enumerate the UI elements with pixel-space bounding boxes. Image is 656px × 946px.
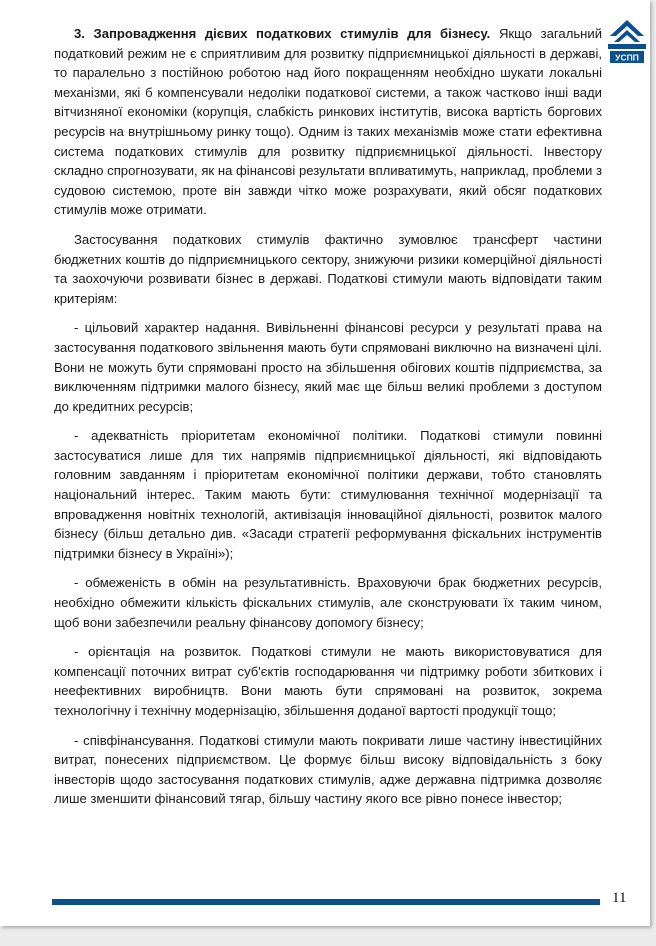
section-paragraph-2: Застосування податкових стимулів фактично зумовлює трансферт частини бюджетних коштів до підприємницького сектору, знижуючи ризики комерційної діяльності та заохочуючи розвивати бізнес в державі. Податкові стимули мають відповідати таким критеріям: <box>54 231 602 306</box>
section-paragraph-1 <box>54 24 602 220</box>
criterion-item: - цільовий характер надання. Вивільненні фінансові ресурси у результаті права на застосування податкового звільнення мають бути спрямовані виключно на визначені цілі. Вони не можуть бути спрямовані просто на збільшення обігових коштів підприємства, за виключенням підтримки малого бізнесу, який має ще більш великі проблеми з доступом до кредитних ресурсів; <box>54 320 602 414</box>
uspp-logo <box>604 18 650 66</box>
main-text <box>54 24 602 819</box>
criterion-item: - адекватність пріоритетам економічної політики. Податкові стимули повинні застосуватися лише для тих напрямів підприємницької діяльності, які відповідають головним завданням і пріоритетам економічної політики держави, тобто становлять національний інтерес. Таким мають бути: стимулювання технічної модернізації та впровадження новітніх технологій, активізація інноваційної діяльності, розвиток малого бізнесу (більш детально див. «Засади стратегії реформування фіскальних інструментів підтримки бізнесу в Україні»); <box>54 428 602 561</box>
section-intro: Якщо загальний податковий режим не є сприятливим для розвитку підприємницької діяльності в державі, то паралельно з постійною роботою над його покращенням необхідно шукати локальні механізми, які б компенсували недоліки податкової системи, а також частково інші вади вітчизняної економіки (корупція, слабкість ринкових інститутів, висока вартість боргових ресурсів на внутрішньому ринку тощо). Одним із таких механізмів може стати ефективна система податкових стимулів для розвитку підприємницької діяльності. Інвестору складно спрогнозувати, як на фінансові результати впливатимуть, наприклад, проблеми з судовою системою, проте він завжди чітко може розрахувати, який обсяг податкових стимулів може отримати. <box>54 26 603 218</box>
criterion-item: - обмеженість в обмін на результативність. Враховуючи брак бюджетних ресурсів, необхідно обмежити кількість фіскальних стимулів, але сконструювати їх таким чином, щоб вони забезпечили реальну фінансову допомогу бізнесу; <box>54 575 602 630</box>
section-heading: 3. Запровадження дієвих податкових стимулів для бізнесу. <box>74 26 491 41</box>
footer-bar <box>52 899 600 905</box>
logo-text: УСПП <box>615 52 639 63</box>
uspp-logo-icon <box>604 18 650 66</box>
criterion-item: - орієнтація на розвиток. Податкові стимули не мають використовуватися для компенсації поточних витрат суб'єктів господарювання чи підтримку роботи збиткових і неефективних виробництв. Вони мають бути спрямовані на розвиток, зокрема технологічну і технічну модернізацію, збільшення доданої вартості продукції тощо; <box>54 644 602 718</box>
page-number: 11 <box>612 890 627 906</box>
criterion-item: - співфінансування. Податкові стимули мають покривати лише частину інвестиційних витрат, понесених підприємством. Це формує більш високу відповідальність з боку інвесторів щодо застосування податкових стимулів, адже державна підтримка дозволяє лише зменшити фінансовий тягар, більшу частину якого все рівно понесе інвестор; <box>54 732 602 807</box>
